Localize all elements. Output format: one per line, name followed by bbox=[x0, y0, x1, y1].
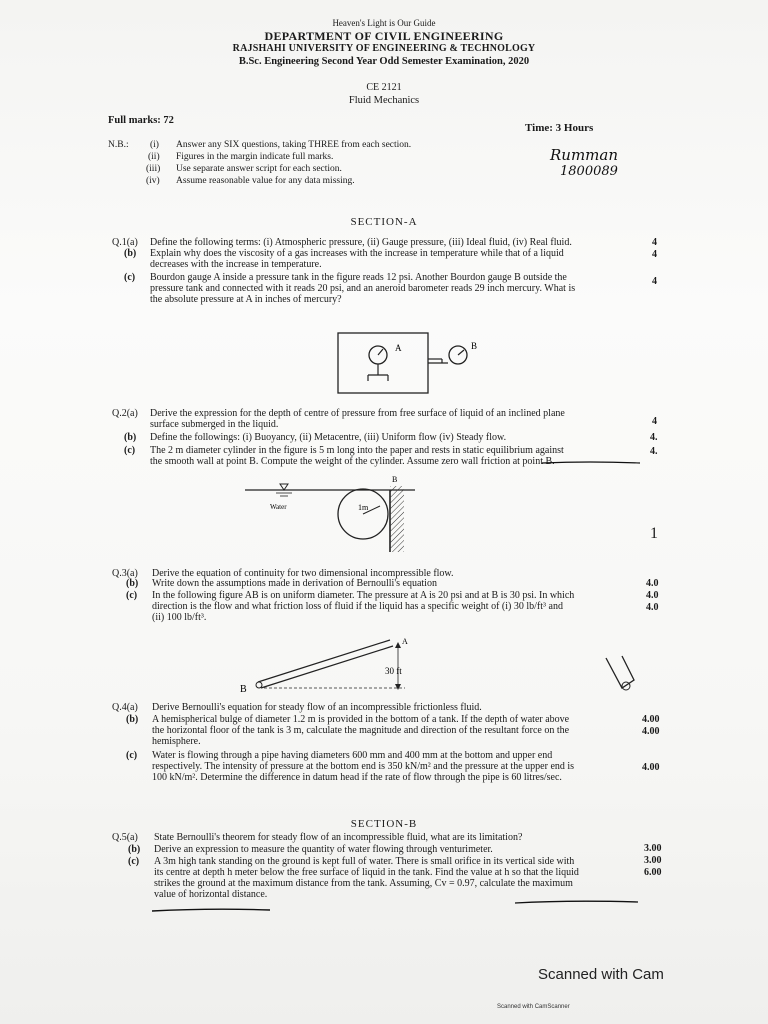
part-label: (c) bbox=[124, 445, 136, 456]
q3-pipe-figure bbox=[230, 630, 430, 700]
fig-point-b: B bbox=[392, 475, 398, 484]
instruction-text: Answer any SIX questions, taking THREE from each section. bbox=[176, 140, 412, 150]
full-marks: Full marks: 72 bbox=[108, 115, 174, 126]
course-code: CE 2121 bbox=[366, 82, 402, 93]
q4a-text: Derive Bernoulli's equation for steady flow of an incompressible frictionless fluid. bbox=[152, 702, 482, 713]
q4b-mark: 4.00 bbox=[642, 726, 660, 737]
q4c-text: Water is flowing through a pipe having diameters 600 mm and 400 mm at the bottom and upper end bbox=[152, 750, 553, 761]
q4b-text: the horizontal floor of the tank is 3 m, calculate the magnitude and direction of the resultant force on the bbox=[152, 725, 570, 736]
department-name: DEPARTMENT OF CIVIL ENGINEERING bbox=[264, 29, 504, 43]
fig-label-b: B bbox=[471, 341, 478, 351]
instruction-num: (iii) bbox=[146, 164, 161, 174]
scanner-watermark: Scanned with Cam bbox=[538, 966, 664, 983]
part-label: (c) bbox=[126, 750, 138, 761]
scanner-caption: Scanned with CamScanner bbox=[497, 1004, 570, 1010]
q1-tank-figure bbox=[330, 325, 500, 400]
q1b-text: decreases with the increase in temperature. bbox=[150, 259, 322, 270]
q3c-mark: 4.0 bbox=[646, 602, 659, 613]
fig-height-label: 30 ft bbox=[385, 666, 402, 676]
margin-mark: 1 bbox=[650, 525, 658, 542]
margin-sketch bbox=[600, 652, 640, 702]
q3a-text: Derive the equation of continuity for two dimensional incompressible flow. bbox=[152, 568, 454, 579]
exam-title: B.Sc. Engineering Second Year Odd Semester Examination, 2020 bbox=[238, 56, 530, 67]
q1c-text: Bourdon gauge A inside a pressure tank in the figure reads 12 psi. Another Bourdon gauge B outside the bbox=[150, 272, 567, 283]
q5a-text: State Bernoulli's theorem for steady flow of an incompressible fluid, what are its limitation? bbox=[154, 832, 523, 843]
q4b-text: hemisphere. bbox=[152, 736, 201, 747]
question-number: Q.5(a) bbox=[112, 832, 138, 843]
q3b-mark: 4.0 bbox=[646, 590, 659, 601]
q4c-mark: 4.00 bbox=[642, 762, 660, 773]
q4b-text: A hemispherical bulge of diameter 1.2 m is provided in the bottom of a tank. If the depth of water above bbox=[152, 714, 570, 725]
q4a-mark: 4.00 bbox=[642, 714, 660, 725]
exam-time: Time: 3 Hours bbox=[525, 122, 594, 134]
q1c-text: pressure tank and connected with it reads 20 psi, and an aneroid barometer reads 29 inch mercury. What is bbox=[150, 283, 576, 294]
q3a-mark: 4.0 bbox=[646, 578, 659, 589]
part-label: (b) bbox=[124, 432, 137, 443]
q5c-text: value of horizontal distance. bbox=[154, 889, 268, 900]
q2b-text: Define the followings: (i) Buoyancy, (ii) Metacentre, (iii) Uniform flow (iv) Steady flow. bbox=[150, 432, 507, 443]
handwritten-roll: 1800089 bbox=[560, 164, 618, 179]
pen-underline bbox=[150, 895, 650, 915]
q2a-text: surface submerged in the liquid. bbox=[150, 419, 279, 430]
q3c-text: direction is the flow and what friction loss of fluid if the liquid has a specific weight of (i) 30 lb/ft³ and bbox=[152, 601, 563, 612]
instruction-num: (iv) bbox=[146, 176, 160, 186]
q1b-mark: 4 bbox=[652, 249, 657, 260]
question-number: Q.1(a) bbox=[112, 237, 138, 248]
part-label: (b) bbox=[126, 714, 139, 725]
q5c-text: its centre at depth h meter below the free surface of liquid in the tank. Find the value at h so that the liquid bbox=[154, 867, 579, 878]
q5b-mark: 3.00 bbox=[644, 855, 662, 866]
q5b-text: Derive an expression to measure the quantity of water flowing through venturimeter. bbox=[154, 844, 493, 855]
section-b-heading: SECTION-B bbox=[350, 818, 418, 830]
instructions-label: N.B.: bbox=[108, 140, 129, 150]
part-label: (b) bbox=[128, 844, 141, 855]
university-name: RAJSHAHI UNIVERSITY OF ENGINEERING & TECHNOLOGY bbox=[232, 43, 536, 54]
q5c-mark: 6.00 bbox=[644, 867, 662, 878]
part-label: (c) bbox=[124, 272, 136, 283]
q1a-mark: 4 bbox=[652, 237, 657, 248]
q2a-mark: 4 bbox=[652, 416, 657, 427]
q4c-text: 100 kN/m². Determine the difference in datum head if the rate of flow through the pipe is 60 litres/sec. bbox=[152, 772, 562, 783]
section-a-heading: SECTION-A bbox=[350, 216, 418, 228]
question-number: Q.4(a) bbox=[112, 702, 138, 713]
instruction-num: (i) bbox=[150, 140, 159, 150]
q2c-text: The 2 m diameter cylinder in the figure is 5 m long into the paper and rests in static equilibrium against bbox=[150, 445, 564, 456]
q2b-mark: 4. bbox=[650, 432, 658, 443]
instruction-text: Assume reasonable value for any data missing. bbox=[176, 176, 355, 186]
q3c-text: (ii) 100 lb/ft³. bbox=[152, 612, 207, 623]
q2c-text: the smooth wall at point B. Compute the weight of the cylinder. Assume zero wall friction at point B. bbox=[150, 456, 555, 467]
fig-radius-label: 1m bbox=[358, 503, 369, 512]
q3b-text: Write down the assumptions made in derivation of Bernoulli's equation bbox=[152, 578, 437, 589]
part-label: (c) bbox=[128, 856, 140, 867]
fig-label-a: A bbox=[395, 343, 402, 353]
part-label: (b) bbox=[124, 248, 137, 259]
q2a-text: Derive the expression for the depth of centre of pressure from free surface of liquid of an inclined plane bbox=[150, 408, 565, 419]
fig-point-b: B bbox=[240, 684, 247, 695]
instruction-text: Figures in the margin indicate full marks. bbox=[176, 152, 334, 162]
pen-underline bbox=[540, 458, 650, 466]
q1c-text: the absolute pressure at A in inches of mercury? bbox=[150, 294, 342, 305]
handwritten-name: Rumman bbox=[550, 146, 619, 164]
question-number: Q.2(a) bbox=[112, 408, 138, 419]
instruction-num: (ii) bbox=[148, 152, 160, 162]
q1b-text: Explain why does the viscosity of a gas increases with the increase in temperature while that of a liquid bbox=[150, 248, 564, 259]
instruction-text: Use separate answer script for each section. bbox=[176, 164, 342, 174]
q5a-mark: 3.00 bbox=[644, 843, 662, 854]
question-number: Q.3(a) bbox=[112, 568, 138, 579]
q1a-text: Define the following terms: (i) Atmospheric pressure, (ii) Gauge pressure, (iii) Ideal fluid, (iv) Real fluid. bbox=[150, 237, 572, 248]
q3c-text: In the following figure AB is on uniform diameter. The pressure at A is 20 psi and at B is 30 psi. In which bbox=[152, 590, 575, 601]
q4c-text: respectively. The intensity of pressure at the bottom end is 350 kN/m² and the pressure at the upper end is bbox=[152, 761, 575, 772]
part-label: (c) bbox=[126, 590, 138, 601]
fig-water-label: Water bbox=[270, 503, 287, 511]
part-label: (b) bbox=[126, 578, 139, 589]
q2c-mark: 4. bbox=[650, 446, 658, 457]
q2-cylinder-figure bbox=[240, 472, 450, 557]
fig-point-a: A bbox=[402, 637, 408, 646]
q1c-mark: 4 bbox=[652, 276, 657, 287]
q5c-text: A 3m high tank standing on the ground is kept full of water. There is small orifice in its vertical side with bbox=[154, 856, 575, 867]
course-title: Fluid Mechanics bbox=[348, 95, 420, 106]
q5c-text: strikes the ground at the maximum distance from the tank. Assuming, Cv = 0.97, calculate the maximum bbox=[154, 878, 573, 889]
motto: Heaven's Light is Our Guide bbox=[332, 18, 436, 28]
